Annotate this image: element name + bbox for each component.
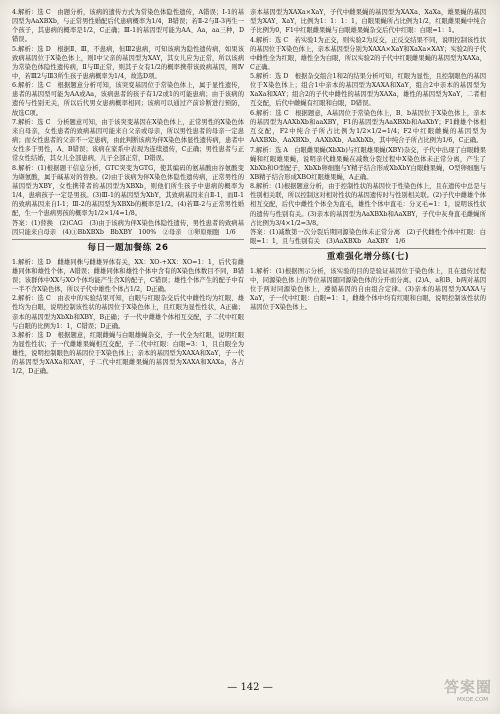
two-column-body bbox=[12, 8, 486, 680]
right_after-paragraph: 1.解析：(1)根据图示分析，该实验的目的是验证基因位于染色体上，且在遗传过程中，同源染色体上的等位基因随同源染色体的分开而分离。(2)A、a和B、b两对基因位于两对同源染色体上，遵循基因的自由组合定律。(3)亲本的基因型为XAXA与XaY，子一代中红眼：白眼=1：1，雌雄个体中均有红眼和白眼，说明控制该性状的基因位于X染色体上。 bbox=[250, 268, 486, 312]
right_column-paragraph: 亲本基因型为XAXa×XaY，子代中雌果蝇的基因型为XAXa、XaXa，雄果蝇的基因型为XAY、XaY，比例为1：1：1：1，白眼果蝇所占比例为1/2，红眼雌果蝇中纯合子比例为0，F1中红眼雌果蝇与白眼雄果蝇杂交后代中红眼：白眼=1：1。 bbox=[250, 9, 486, 35]
right_column-paragraph: 6.解析：选 C 根据题意，A基因位于常染色体上，B、b基因位于X染色体上，亲本的基因型为AAXbXb和aaXBY，F1的基因型为AaXBXb和AaXbY；F1雌雄个体相互交配，F2中纯合子所占比例为1/2×1/2=1/4；F2中红眼雌蝇的基因型为AAXBXb、AaXBXb、AAXbXb、AaXbXb，其中纯合子所占比例为1/6，C正确。 bbox=[250, 110, 486, 145]
left_after-paragraph: 3.解析：选 D 根据题意，红眼雌蝇与白眼雄蝇杂交，子一代全为红眼，说明红眼为显性性状；子一代雌雄果蝇相互交配，子二代中红眼：白眼=3：1，且白眼全为雄性，说明控制眼色的基因位于X染色体上；亲本的基因型为XAXA和XaY，子一代的基因型为XAXa和XAY，子二代中红眼雌果蝇的基因型为XAXA和XAXa，各占1/2，D正确。 bbox=[12, 332, 244, 376]
left_column-paragraph: 8.解析：(1)根据题干信息分析，GTC突变为GTG，使其编码的氨基酸由谷氨酸变为缬氨酸，属于碱基对的替换。(2)由于该病为伴X染色体隐性遗传病，正常男性的基因型为XBY，女性携带者的基因型为XBXb，则他们所生孩子中患病的概率为1/4，患病孩子一定是男孩。(3)Ⅲ-1的基因型为XbY，其致病基因来自Ⅱ-1，而Ⅱ-1的致病基因来自Ⅰ-1；Ⅲ-2的基因型为XBXb的概率是1/2。(4)若Ⅲ-2与正常男性婚配，生一个患病男孩的概率为1/2×1/4=1/8。 bbox=[12, 164, 244, 218]
left_column-paragraph: 6.解析：选 C 根据题意分析可知，该突变基因位于常染色体上，属于显性遗传，患者的基因型可能为AA或Aa，该病患者的孩子有1/2或1的可能患病；由于该病的遗传与性别无关，所以后代男女患病概率相同；该病可以通过产前诊断进行预防，故选C项。 bbox=[12, 82, 244, 117]
left-column bbox=[12, 8, 244, 680]
left_column-paragraph: 4.解析：选 C 由题分析，该病的遗传方式为常染色体隐性遗传，A错误；Ⅰ-1的基因型为AaXBXb，与正常男性婚配后代患病概率为1/4，B错误；若Ⅱ-2与Ⅱ-3再生一个孩子，其患病的概率是1/2，C正确；Ⅲ-1的基因型可能为AA、Aa，aa三种，D错误。 bbox=[12, 9, 244, 44]
left_after-paragraph: 1.解析：选 D 雌雄同株与雌雄异体有关，XX：XO-+XX：XO=1：1，后代有雌雄同体和雄性个体，A错误；雌雄同体和雄性个体中含有的X染色体数目不同，B错误；该群体中XX与XO个体均能产生含X的配子，C错误；雄性个体产生的配子中有一半不含X染色体，所以子代中雄性个体占1/2，D正确。 bbox=[12, 258, 244, 293]
right-section-title: 重难强化增分练(七) bbox=[326, 252, 410, 263]
right_column-paragraph: 7.解析：选 A 白眼雌果蝇(XbXb)与红眼雄果蝇(XBY)杂交，子代中出现了白眼雌果蝇和红眼雄果蝇，说明亲代雌果蝇在减数分裂过程中X染色体未正常分离，产生了XbXb和O型配子，XbXb卵细胞与Y精子结合形成XbXbY白眼雌果蝇，O型卵细胞与XB精子结合形成XBO红眼雄果蝇，A正确。 bbox=[250, 146, 486, 181]
right_column-paragraph: 5.解析：选 D 根据杂交组合1和2的结果分析可知，红眼为显性，且控制眼色的基因位于X染色体上；组合1中亲本的基因型为XAXA和XaY，组合2中亲本的基因型为XaXa和XAY；组合2的子代中雌性的基因型为XAXa，雄性的基因型为XaY，二者相互交配，后代中雌蝇有红眼和白眼，D错误。 bbox=[250, 73, 486, 108]
watermark-url: MXQE.COM bbox=[457, 697, 488, 703]
right-column bbox=[250, 8, 486, 680]
section-divider bbox=[250, 248, 486, 249]
left_column-paragraph: 5.解析：选 D 根据Ⅱ、Ⅲ，不患病，但Ⅲ2患病，可知该病为隐性遗传病，如果该致病基因位于X染色体上，则Ⅰ中父亲的基因型为XAY，其女儿应为正常，所以该病为常染色体隐性遗传病，Ⅱ与Ⅲ正常，则其子女有1/2的概率携带该致病基因，则Ⅳ中，若Ⅲ2与Ⅲ3所生孩子患病概率为1/4，故选D项。 bbox=[12, 45, 244, 80]
page-number: — 142 — bbox=[227, 682, 273, 693]
section-divider bbox=[12, 239, 244, 240]
right_column-paragraph: 8.解析：(1)根据题意分析，由于控制性状的基因位于性染色体上，且在遗传中总是与性别相关联，所以控制这对相对性状的基因遗传时与性别相关联。(2)子代中雌雄个体相互交配，后代中雌性个体全为直毛，雄性个体中直毛：分叉毛=1：1，说明该性状的遗传与性别有关。(3)亲本的基因型为AaXBXb和AaXBY，子代中灰身直毛雌蝇所占比例为3/4×1/2=3/8。 bbox=[250, 183, 486, 227]
section-title: 每日一题加餐练 26 bbox=[87, 242, 169, 253]
right_column-paragraph: 答案：(1)减数第一次分裂后期同源染色体未正常分离 (2)子代雌性个体中红眼：白眼=1：1，且与性别有关 (3)AaXBXb AaXBY 1/6 bbox=[250, 229, 486, 246]
right_column-paragraph: 4.解析：选 C 若实验1为正交，则实验2为反交，正反交结果不同，说明控制该性状的基因位于X染色体上，亲本基因型分别为XAXA×XaY和XaXa×XAY；实验2的子代中雌性全为红眼，雄性全为白眼，所以实验2的子代中红眼雌果蝇的基因型为XAXa，C正确。 bbox=[250, 36, 486, 71]
watermark-logo: 答案圈 bbox=[443, 678, 492, 696]
left_column-paragraph: 答案：(1)替换 (2)CAG (3)由于该病为伴X染色体隐性遗传，男性患者的致病基因只能来自母亲 (4)①BbXBXb BbXBY 100% ②母亲 ③卵原细胞 1/6 bbox=[12, 219, 244, 236]
left_after-paragraph: 2.解析：选 C 由表中的实验结果可知，白眼与红眼杂交后代中雌性均为红眼、雄性均为白眼，说明控制该性状的基因位于X染色体上，且红眼为显性性状，A正确；亲本的基因型为XbXb和XBY，B正确；子一代中雌雄个体相互交配，子二代中红眼与白眼的比例为1：1，C错误；D正确。 bbox=[12, 295, 244, 330]
left_column-paragraph: 7.解析：选 C 分析题意可知，由于该突变基因在X染色体上，正常男性的X染色体来自母亲，女性患者的致病基因可能来自父亲或母亲，所以男性患者的母亲一定患病；而女性患者的父亲不一定患病，由此判断该病为伴X染色体显性遗传病，患者中女性多于男性，A、B错误；该病在家系中表现为连续遗传，C正确；男性患者与正常女性结婚，其女儿全部患病，儿子全部正常，D错误。 bbox=[12, 119, 244, 163]
